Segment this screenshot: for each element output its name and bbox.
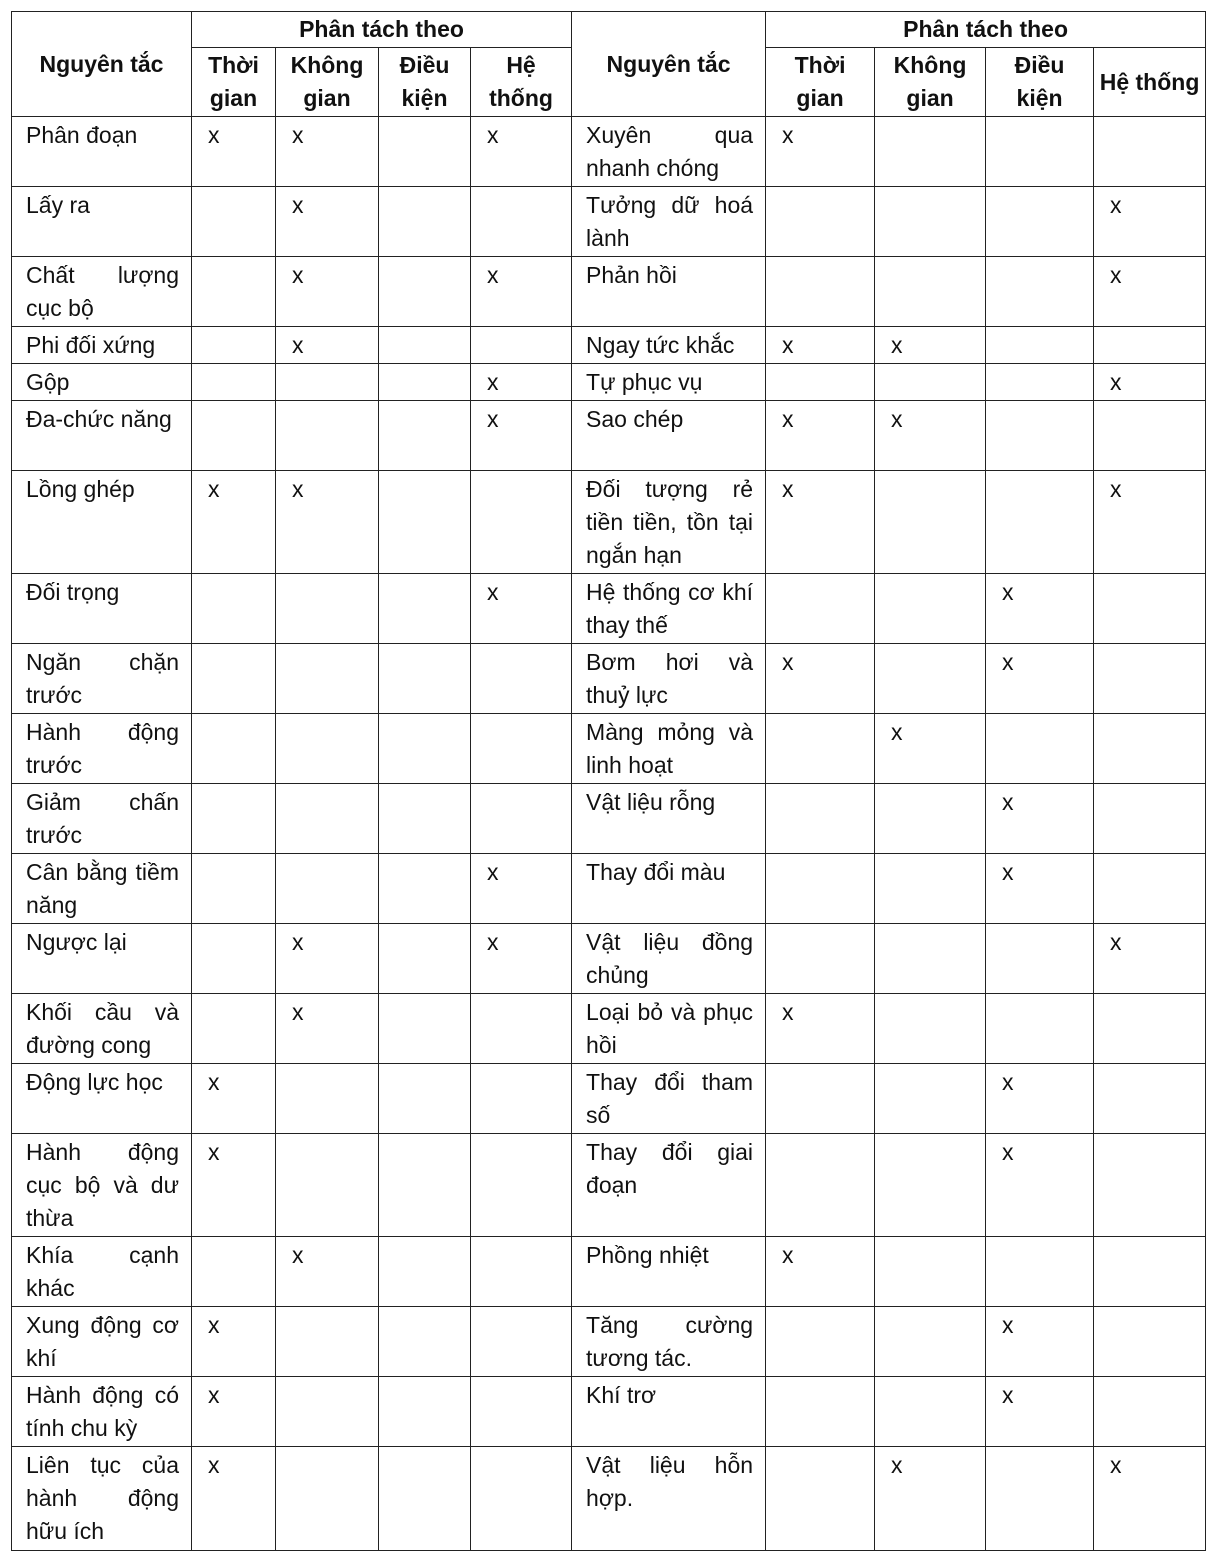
mark-cell-right-3: x	[1094, 257, 1206, 327]
mark-cell-left-2	[379, 401, 471, 471]
mark-cell-right-2	[986, 401, 1094, 471]
mark-cell-left-3: x	[471, 924, 572, 994]
mark-cell-left-0: x	[192, 1307, 276, 1377]
principle-name-right: Màng mỏng và linh hoạt	[572, 714, 766, 784]
mark-cell-right-2	[986, 187, 1094, 257]
mark-cell-right-2: x	[986, 854, 1094, 924]
column-header-condition-right: Điều kiện	[986, 48, 1094, 117]
principles-table	[11, 11, 1206, 1551]
mark-cell-right-2: x	[986, 574, 1094, 644]
table-row	[12, 1237, 1206, 1307]
mark-cell-left-3: x	[471, 854, 572, 924]
mark-cell-right-3	[1094, 1064, 1206, 1134]
mark-cell-left-0	[192, 854, 276, 924]
mark-cell-left-2	[379, 1307, 471, 1377]
mark-cell-right-0	[766, 854, 875, 924]
principle-name-left: Gộp	[12, 364, 192, 401]
mark-cell-right-3: x	[1094, 471, 1206, 574]
principle-name-right: Sao chép	[572, 401, 766, 471]
principle-name-left: Lồng ghép	[12, 471, 192, 574]
mark-cell-right-1: x	[875, 1447, 986, 1551]
mark-cell-right-0	[766, 257, 875, 327]
mark-cell-right-0	[766, 1064, 875, 1134]
mark-cell-left-2	[379, 117, 471, 187]
principle-name-left: Lấy ra	[12, 187, 192, 257]
mark-cell-right-1	[875, 1064, 986, 1134]
mark-cell-left-1	[276, 1377, 379, 1447]
mark-cell-left-2	[379, 1237, 471, 1307]
mark-cell-right-2	[986, 714, 1094, 784]
mark-cell-left-0	[192, 574, 276, 644]
mark-cell-left-0: x	[192, 1377, 276, 1447]
mark-cell-left-2	[379, 714, 471, 784]
group-header-left: Phân tách theo	[192, 12, 572, 48]
mark-cell-left-3	[471, 471, 572, 574]
table-row	[12, 574, 1206, 644]
mark-cell-right-1	[875, 644, 986, 714]
principle-name-left: Phi đối xứng	[12, 327, 192, 364]
mark-cell-right-2	[986, 471, 1094, 574]
mark-cell-left-1: x	[276, 1237, 379, 1307]
column-header-time-left: Thời gian	[192, 48, 276, 117]
principle-name-right: Đối tượng rẻ tiền tiền, tồn tại ngắn hạn	[572, 471, 766, 574]
mark-cell-right-0: x	[766, 994, 875, 1064]
mark-cell-left-3	[471, 1064, 572, 1134]
mark-cell-left-2	[379, 257, 471, 327]
principle-name-right: Tự phục vụ	[572, 364, 766, 401]
table-row	[12, 994, 1206, 1064]
mark-cell-right-2: x	[986, 1134, 1094, 1237]
principle-header-right: Nguyên tắc	[572, 12, 766, 117]
principle-name-right: Vật liệu đồng chủng	[572, 924, 766, 994]
mark-cell-left-1	[276, 1064, 379, 1134]
column-header-condition-left: Điều kiện	[379, 48, 471, 117]
mark-cell-right-1	[875, 257, 986, 327]
mark-cell-left-0	[192, 714, 276, 784]
mark-cell-left-2	[379, 1134, 471, 1237]
mark-cell-right-0: x	[766, 471, 875, 574]
principle-name-right: Vật liệu hỗn hợp.	[572, 1447, 766, 1551]
column-header-time-right: Thời gian	[766, 48, 875, 117]
mark-cell-right-0	[766, 1307, 875, 1377]
mark-cell-left-1	[276, 1307, 379, 1377]
mark-cell-left-3	[471, 187, 572, 257]
mark-cell-left-3: x	[471, 401, 572, 471]
table-row	[12, 401, 1206, 471]
principle-name-right: Tưởng dữ hoá lành	[572, 187, 766, 257]
mark-cell-right-3	[1094, 644, 1206, 714]
mark-cell-right-0: x	[766, 401, 875, 471]
principle-name-left: Đa-chức năng	[12, 401, 192, 471]
table-row	[12, 364, 1206, 401]
mark-cell-left-0	[192, 994, 276, 1064]
principle-name-right: Thay đổi tham số	[572, 1064, 766, 1134]
principle-name-left: Đối trọng	[12, 574, 192, 644]
mark-cell-left-3: x	[471, 257, 572, 327]
mark-cell-left-0: x	[192, 471, 276, 574]
principle-name-left: Liên tục của hành động hữu ích	[12, 1447, 192, 1551]
mark-cell-left-0: x	[192, 1134, 276, 1237]
mark-cell-right-1	[875, 784, 986, 854]
mark-cell-left-1	[276, 401, 379, 471]
principle-name-right: Ngay tức khắc	[572, 327, 766, 364]
mark-cell-left-0: x	[192, 117, 276, 187]
mark-cell-right-3: x	[1094, 924, 1206, 994]
table-row	[12, 714, 1206, 784]
principle-name-left: Hành động trước	[12, 714, 192, 784]
principle-name-left: Phân đoạn	[12, 117, 192, 187]
mark-cell-left-1: x	[276, 924, 379, 994]
mark-cell-left-1	[276, 644, 379, 714]
mark-cell-right-0	[766, 187, 875, 257]
mark-cell-right-1	[875, 364, 986, 401]
principle-name-left: Khía cạnh khác	[12, 1237, 192, 1307]
mark-cell-right-0	[766, 1377, 875, 1447]
principle-name-left: Hành động cục bộ và dư thừa	[12, 1134, 192, 1237]
mark-cell-right-2	[986, 994, 1094, 1064]
mark-cell-left-3	[471, 1447, 572, 1551]
mark-cell-right-3	[1094, 1307, 1206, 1377]
mark-cell-right-2	[986, 364, 1094, 401]
mark-cell-right-0: x	[766, 644, 875, 714]
mark-cell-left-3: x	[471, 117, 572, 187]
mark-cell-left-2	[379, 364, 471, 401]
mark-cell-left-1	[276, 714, 379, 784]
mark-cell-right-2	[986, 117, 1094, 187]
mark-cell-right-0	[766, 574, 875, 644]
mark-cell-right-3: x	[1094, 364, 1206, 401]
mark-cell-left-1	[276, 364, 379, 401]
mark-cell-right-2: x	[986, 1064, 1094, 1134]
mark-cell-right-3	[1094, 574, 1206, 644]
mark-cell-right-0: x	[766, 327, 875, 364]
mark-cell-left-2	[379, 1064, 471, 1134]
table-row	[12, 1447, 1206, 1551]
mark-cell-right-1: x	[875, 327, 986, 364]
mark-cell-left-0	[192, 784, 276, 854]
mark-cell-left-1	[276, 1134, 379, 1237]
principle-name-left: Ngược lại	[12, 924, 192, 994]
mark-cell-left-1: x	[276, 117, 379, 187]
principle-name-right: Phản hồi	[572, 257, 766, 327]
mark-cell-right-3	[1094, 854, 1206, 924]
principle-name-right: Thay đổi giai đoạn	[572, 1134, 766, 1237]
mark-cell-left-0	[192, 924, 276, 994]
mark-cell-right-2	[986, 1237, 1094, 1307]
table-row	[12, 117, 1206, 187]
mark-cell-right-1	[875, 924, 986, 994]
mark-cell-left-2	[379, 784, 471, 854]
mark-cell-right-2: x	[986, 1307, 1094, 1377]
column-header-system-right: Hệ thống	[1094, 48, 1206, 117]
mark-cell-left-3	[471, 714, 572, 784]
table-row	[12, 187, 1206, 257]
mark-cell-left-0	[192, 187, 276, 257]
mark-cell-right-2	[986, 257, 1094, 327]
mark-cell-left-2	[379, 994, 471, 1064]
mark-cell-left-2	[379, 1447, 471, 1551]
mark-cell-right-2: x	[986, 1377, 1094, 1447]
group-header-right: Phân tách theo	[766, 12, 1206, 48]
mark-cell-right-2	[986, 327, 1094, 364]
mark-cell-left-1: x	[276, 994, 379, 1064]
mark-cell-left-3	[471, 1307, 572, 1377]
mark-cell-right-3	[1094, 1237, 1206, 1307]
mark-cell-right-0	[766, 714, 875, 784]
mark-cell-left-3: x	[471, 574, 572, 644]
mark-cell-right-1: x	[875, 401, 986, 471]
mark-cell-left-2	[379, 327, 471, 364]
principle-name-left: Chất lượng cục bộ	[12, 257, 192, 327]
mark-cell-left-3	[471, 1377, 572, 1447]
principle-name-left: Ngăn chặn trước	[12, 644, 192, 714]
principle-name-right: Tăng cường tương tác.	[572, 1307, 766, 1377]
mark-cell-left-2	[379, 471, 471, 574]
table-row	[12, 1134, 1206, 1237]
mark-cell-right-1	[875, 1307, 986, 1377]
mark-cell-left-3	[471, 1237, 572, 1307]
mark-cell-right-2	[986, 924, 1094, 994]
table-row	[12, 924, 1206, 994]
mark-cell-right-3: x	[1094, 187, 1206, 257]
table-row	[12, 644, 1206, 714]
mark-cell-right-0	[766, 364, 875, 401]
mark-cell-left-3	[471, 1134, 572, 1237]
mark-cell-left-3	[471, 994, 572, 1064]
mark-cell-right-3: x	[1094, 1447, 1206, 1551]
table-row	[12, 257, 1206, 327]
mark-cell-right-1	[875, 994, 986, 1064]
mark-cell-left-2	[379, 574, 471, 644]
header-row-top	[12, 12, 1206, 48]
mark-cell-left-0: x	[192, 1064, 276, 1134]
mark-cell-right-1	[875, 1377, 986, 1447]
mark-cell-right-2: x	[986, 644, 1094, 714]
mark-cell-right-3	[1094, 401, 1206, 471]
mark-cell-right-1	[875, 187, 986, 257]
mark-cell-left-2	[379, 187, 471, 257]
mark-cell-right-3	[1094, 327, 1206, 364]
principle-name-right: Thay đổi màu	[572, 854, 766, 924]
mark-cell-right-0	[766, 1134, 875, 1237]
mark-cell-left-1: x	[276, 327, 379, 364]
mark-cell-left-1: x	[276, 471, 379, 574]
mark-cell-left-0	[192, 644, 276, 714]
mark-cell-right-0	[766, 924, 875, 994]
mark-cell-right-3	[1094, 714, 1206, 784]
table-row	[12, 471, 1206, 574]
mark-cell-left-3	[471, 327, 572, 364]
mark-cell-right-0: x	[766, 1237, 875, 1307]
table-body	[12, 117, 1206, 1551]
principle-name-left: Khối cầu và đường cong	[12, 994, 192, 1064]
mark-cell-left-0	[192, 401, 276, 471]
mark-cell-right-2: x	[986, 784, 1094, 854]
mark-cell-right-1	[875, 1237, 986, 1307]
mark-cell-left-3: x	[471, 364, 572, 401]
table-row	[12, 784, 1206, 854]
mark-cell-right-1	[875, 471, 986, 574]
column-header-system-left: Hệ thống	[471, 48, 572, 117]
mark-cell-left-2	[379, 644, 471, 714]
principle-name-left: Xung động cơ khí	[12, 1307, 192, 1377]
mark-cell-left-1: x	[276, 257, 379, 327]
mark-cell-left-0	[192, 257, 276, 327]
principle-name-left: Hành động có tính chu kỳ	[12, 1377, 192, 1447]
mark-cell-right-3	[1094, 784, 1206, 854]
mark-cell-left-1	[276, 784, 379, 854]
mark-cell-left-1	[276, 1447, 379, 1551]
principle-name-right: Xuyên qua nhanh chóng	[572, 117, 766, 187]
mark-cell-left-1	[276, 574, 379, 644]
mark-cell-right-1	[875, 117, 986, 187]
principle-name-right: Bơm hơi và thuỷ lực	[572, 644, 766, 714]
principle-name-left: Động lực học	[12, 1064, 192, 1134]
mark-cell-left-0	[192, 327, 276, 364]
table-row	[12, 854, 1206, 924]
table-row	[12, 1307, 1206, 1377]
mark-cell-left-2	[379, 1377, 471, 1447]
principle-name-right: Vật liệu rỗng	[572, 784, 766, 854]
column-header-space-left: Không gian	[276, 48, 379, 117]
principle-header-left: Nguyên tắc	[12, 12, 192, 117]
mark-cell-left-2	[379, 854, 471, 924]
mark-cell-right-1	[875, 854, 986, 924]
mark-cell-right-1	[875, 1134, 986, 1237]
mark-cell-left-0	[192, 364, 276, 401]
mark-cell-left-2	[379, 924, 471, 994]
mark-cell-right-1	[875, 574, 986, 644]
table-row	[12, 1377, 1206, 1447]
principle-name-right: Khí trơ	[572, 1377, 766, 1447]
table-row	[12, 1064, 1206, 1134]
mark-cell-right-0	[766, 1447, 875, 1551]
principle-name-left: Giảm chấn trước	[12, 784, 192, 854]
mark-cell-left-0: x	[192, 1447, 276, 1551]
principle-name-right: Loại bỏ và phục hồi	[572, 994, 766, 1064]
mark-cell-right-0: x	[766, 117, 875, 187]
principle-name-left: Cân bằng tiềm năng	[12, 854, 192, 924]
mark-cell-left-1: x	[276, 187, 379, 257]
mark-cell-left-3	[471, 644, 572, 714]
mark-cell-left-3	[471, 784, 572, 854]
mark-cell-right-3	[1094, 994, 1206, 1064]
mark-cell-left-1	[276, 854, 379, 924]
mark-cell-right-3	[1094, 1134, 1206, 1237]
mark-cell-right-2	[986, 1447, 1094, 1551]
principle-name-right: Phồng nhiệt	[572, 1237, 766, 1307]
principle-name-right: Hệ thống cơ khí thay thế	[572, 574, 766, 644]
column-header-space-right: Không gian	[875, 48, 986, 117]
mark-cell-left-0	[192, 1237, 276, 1307]
mark-cell-right-3	[1094, 1377, 1206, 1447]
table-row	[12, 327, 1206, 364]
mark-cell-right-3	[1094, 117, 1206, 187]
mark-cell-right-0	[766, 784, 875, 854]
mark-cell-right-1: x	[875, 714, 986, 784]
